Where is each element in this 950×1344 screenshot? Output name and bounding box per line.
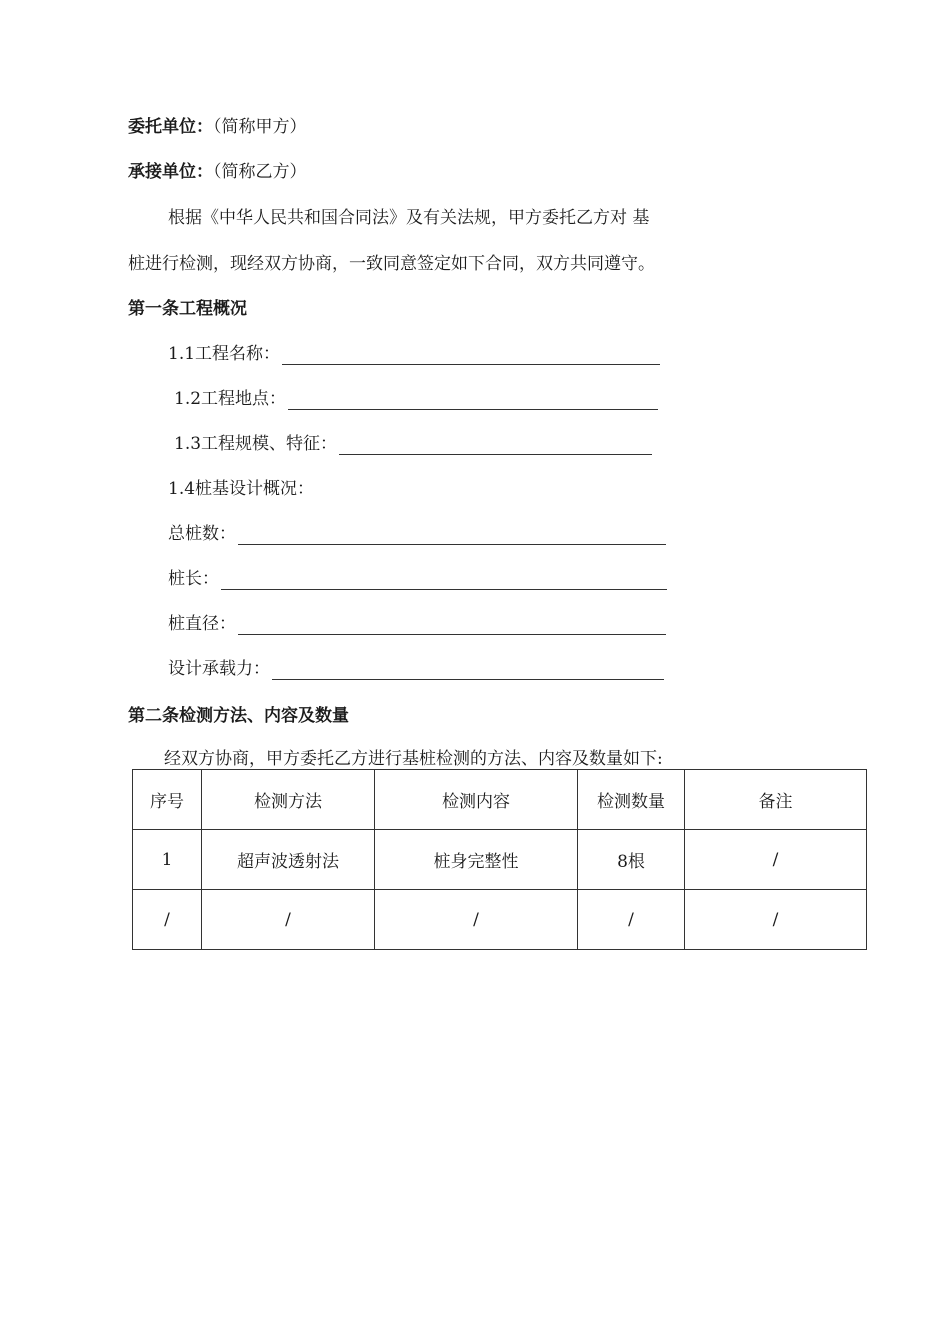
total-piles-field [168, 523, 666, 545]
pile-length-label: 桩长： [168, 569, 219, 589]
table-cell: / [375, 890, 578, 950]
client-label: 委托单位： [128, 117, 213, 137]
table-row [133, 830, 867, 890]
pile-diameter-label: 桩直径： [168, 614, 236, 634]
header-cell-quantity: 检测数量 [578, 770, 685, 830]
table-cell: / [202, 890, 375, 950]
article-2-intro: 经双方协商，甲方委托乙方进行基桩检测的方法、内容及数量如下: [164, 749, 663, 769]
article-2-title: 第二条检测方法、内容及数量 [128, 706, 349, 726]
project-scale-label: 1.3工程规模、特征： [174, 434, 338, 454]
table-cell: / [578, 890, 685, 950]
intro-line-2: 桩进行检测，现经双方协商，一致同意签定如下合同，双方共同遵守。 [128, 254, 655, 274]
project-name-blank[interactable] [282, 348, 660, 365]
project-location-blank[interactable] [288, 393, 658, 410]
project-name-label: 1.1工程名称： [168, 344, 281, 364]
inspection-table [132, 769, 867, 950]
project-location-field [174, 388, 658, 410]
table-cell: 桩身完整性 [375, 830, 578, 890]
project-scale-blank[interactable] [339, 438, 652, 455]
header-cell-method: 检测方法 [202, 770, 375, 830]
pile-length-blank[interactable] [221, 573, 667, 590]
client-line [128, 116, 307, 138]
table-cell: / [685, 830, 867, 890]
design-capacity-field [168, 658, 664, 680]
pile-length-field [168, 568, 667, 590]
project-name-field [168, 343, 660, 365]
table-row [133, 890, 867, 950]
total-piles-label: 总桩数： [168, 524, 236, 544]
design-capacity-label: 设计承载力： [168, 659, 270, 679]
table-header-row [133, 770, 867, 830]
contractor-note: （简称乙方） [213, 162, 307, 182]
pile-design-overview: 1.4桩基设计概况： [168, 479, 315, 499]
design-capacity-blank[interactable] [272, 663, 664, 680]
table-cell: 超声波透射法 [202, 830, 375, 890]
table-cell: / [133, 890, 202, 950]
pile-diameter-field [168, 613, 666, 635]
article-1-title: 第一条工程概况 [128, 299, 247, 319]
table-cell: 1 [133, 830, 202, 890]
contractor-label: 承接单位： [128, 162, 213, 182]
project-location-label: 1.2工程地点： [174, 389, 287, 409]
header-cell-remarks: 备注 [685, 770, 867, 830]
client-note: （简称甲方） [213, 117, 307, 137]
total-piles-blank[interactable] [238, 528, 666, 545]
header-cell-index: 序号 [133, 770, 202, 830]
header-cell-content: 检测内容 [375, 770, 578, 830]
table-cell: / [685, 890, 867, 950]
pile-diameter-blank[interactable] [238, 618, 666, 635]
intro-line-1: 根据《中华人民共和国合同法》及有关法规，甲方委托乙方对 基 [168, 208, 650, 228]
contractor-line [128, 161, 307, 183]
table-cell: 8根 [578, 830, 685, 890]
project-scale-field [174, 433, 652, 455]
